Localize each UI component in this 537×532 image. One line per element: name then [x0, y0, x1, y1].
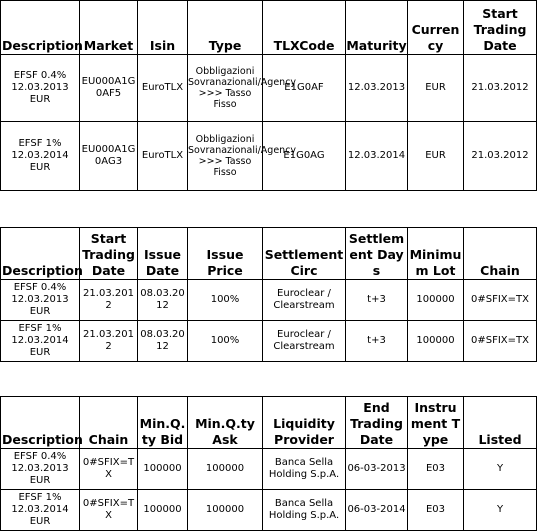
instrument-table-1	[0, 0, 537, 191]
header-market: Market	[80, 1, 138, 55]
cell-listed: Y	[464, 449, 537, 490]
header-isin: Isin	[138, 1, 188, 55]
header-settlement-days: Settlement Days	[346, 228, 408, 280]
cell-settlement-days: t+3	[346, 280, 408, 321]
cell-listed: Y	[464, 490, 537, 531]
header-chain: Chain	[80, 397, 138, 449]
header-listed: Listed	[464, 397, 537, 449]
cell-settlement-circ: Euroclear / Clearstream	[263, 280, 346, 321]
cell-type: Obbligazioni Sovranazionali/Agency >>> Tasso Fisso	[188, 55, 263, 122]
cell-description: EFSF 1% 12.03.2014 EUR	[1, 490, 80, 531]
cell-start-trading-date: 21.03.2012	[464, 122, 537, 191]
table-row	[1, 122, 537, 191]
header-description: Description	[1, 228, 80, 280]
header-type: Type	[188, 1, 263, 55]
header-liquidity-provider: Liquidity Provider	[263, 397, 346, 449]
cell-maturity: 12.03.2013	[346, 55, 408, 122]
cell-issue-date: 08.03.2012	[138, 280, 188, 321]
header-issue-date: Issue Date	[138, 228, 188, 280]
cell-start-trading-date: 21.03.2012	[464, 55, 537, 122]
header-currency: Currency	[408, 1, 464, 55]
instrument-table-2	[0, 227, 537, 362]
cell-description: EFSF 0.4% 12.03.2013 EUR	[1, 449, 80, 490]
cell-issue-price: 100%	[188, 280, 263, 321]
cell-issue-date: 08.03.2012	[138, 321, 188, 362]
cell-maturity: 12.03.2014	[346, 122, 408, 191]
cell-liquidity-provider: Banca Sella Holding S.p.A.	[263, 449, 346, 490]
cell-description: EFSF 0.4% 12.03.2013 EUR	[1, 55, 80, 122]
header-instrument-type: Instrument Type	[408, 397, 464, 449]
table-row	[1, 55, 537, 122]
cell-liquidity-provider: Banca Sella Holding S.p.A.	[263, 490, 346, 531]
cell-start-trading-date: 21.03.2012	[80, 321, 138, 362]
table-row	[1, 490, 537, 531]
cell-min-qty-ask: 100000	[188, 490, 263, 531]
header-start-trading-date: Start Trading Date	[80, 228, 138, 280]
header-end-trading-date: End Trading Date	[346, 397, 408, 449]
cell-market: EU000A1G0AF5	[80, 55, 138, 122]
cell-settlement-circ: Euroclear / Clearstream	[263, 321, 346, 362]
table-header-row	[1, 397, 537, 449]
header-chain: Chain	[464, 228, 537, 280]
header-settlement-circ: Settlement Circ	[263, 228, 346, 280]
cell-min-qty-bid: 100000	[138, 490, 188, 531]
cell-instrument-type: E03	[408, 490, 464, 531]
cell-chain: 0#SFIX=TX	[80, 449, 138, 490]
cell-end-trading-date: 06-03-2014	[346, 490, 408, 531]
cell-min-qty-bid: 100000	[138, 449, 188, 490]
instrument-table-3	[0, 396, 537, 531]
cell-end-trading-date: 06-03-2013	[346, 449, 408, 490]
cell-minimum-lot: 100000	[408, 321, 464, 362]
header-min-qty-ask: Min.Q.ty Ask	[188, 397, 263, 449]
header-minimum-lot: Minimum Lot	[408, 228, 464, 280]
cell-tlxcode: E1G0AG	[263, 122, 346, 191]
cell-chain: 0#SFIX=TX	[80, 490, 138, 531]
cell-minimum-lot: 100000	[408, 280, 464, 321]
table-header-row	[1, 1, 537, 55]
cell-tlxcode: E1G0AF	[263, 55, 346, 122]
cell-description: EFSF 0.4% 12.03.2013 EUR	[1, 280, 80, 321]
header-tlxcode: TLXCode	[263, 1, 346, 55]
cell-instrument-type: E03	[408, 449, 464, 490]
cell-market: EU000A1G0AG3	[80, 122, 138, 191]
table-row	[1, 449, 537, 490]
cell-chain: 0#SFIX=TX	[464, 280, 537, 321]
header-description: Description	[1, 1, 80, 55]
table-header-row	[1, 228, 537, 280]
cell-isin: EuroTLX	[138, 122, 188, 191]
cell-currency: EUR	[408, 55, 464, 122]
cell-min-qty-ask: 100000	[188, 449, 263, 490]
cell-issue-price: 100%	[188, 321, 263, 362]
table-row	[1, 321, 537, 362]
cell-isin: EuroTLX	[138, 55, 188, 122]
cell-settlement-days: t+3	[346, 321, 408, 362]
cell-description: EFSF 1% 12.03.2014 EUR	[1, 122, 80, 191]
header-maturity: Maturity	[346, 1, 408, 55]
header-description: Description	[1, 397, 80, 449]
table-row	[1, 280, 537, 321]
header-start-trading-date: Start Trading Date	[464, 1, 537, 55]
cell-description: EFSF 1% 12.03.2014 EUR	[1, 321, 80, 362]
cell-chain: 0#SFIX=TX	[464, 321, 537, 362]
cell-type: Obbligazioni Sovranazionali/Agency >>> Tasso Fisso	[188, 122, 263, 191]
cell-currency: EUR	[408, 122, 464, 191]
cell-start-trading-date: 21.03.2012	[80, 280, 138, 321]
header-issue-price: Issue Price	[188, 228, 263, 280]
header-min-qty-bid: Min.Q.ty Bid	[138, 397, 188, 449]
